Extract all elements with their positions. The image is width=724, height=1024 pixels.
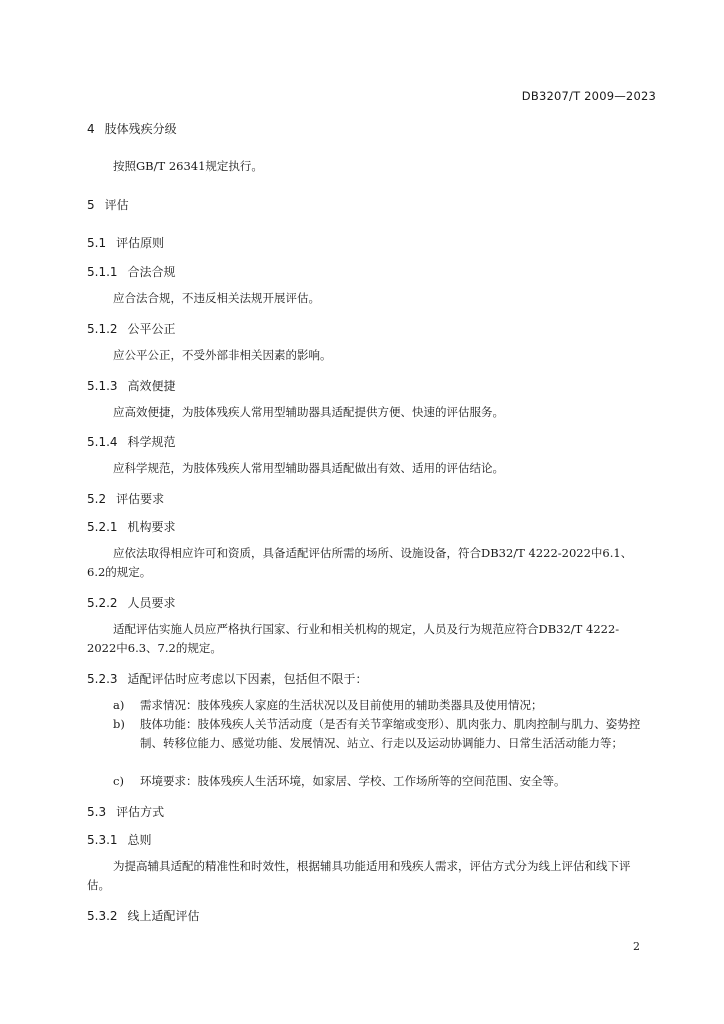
section-heading [87,320,176,337]
section-title: 公平公正 [127,322,176,336]
list-marker: a) [113,698,125,712]
section-title: 高效便捷 [127,379,176,393]
paragraph: 为提高辅具适配的精准性和时效性，根据辅具功能适用和残疾人需求，评估方式分为线上评估和线下评估。 [87,859,631,892]
section-title: 适配评估时应考虑以下因素，包括但不限于： [127,672,368,686]
section-number: 4 [87,122,95,136]
section-title: 评估原则 [116,236,165,250]
section-heading [87,907,200,924]
section-heading [87,433,176,450]
section-heading [87,377,176,394]
list-marker: b) [113,717,125,731]
paragraph: 应合法合规，不违反相关法规开展评估。 [113,291,320,305]
section-number: 5.1.2 [87,322,118,336]
section-heading [87,670,368,687]
section-title: 线上适配评估 [127,909,200,923]
paragraph: 应公平公正，不受外部非相关因素的影响。 [113,348,332,362]
section-heading [87,803,164,820]
section-heading [87,234,164,251]
paragraph: 应科学规范，为肢体残疾人常用型辅助器具适配做出有效、适用的评估结论。 [113,461,504,475]
paragraph: 应高效便捷，为肢体残疾人常用型辅助器具适配提供方便、快速的评估服务。 [113,405,504,419]
section-title: 评估要求 [116,492,165,506]
section-title: 评估方式 [116,805,165,819]
section-number: 5.2 [87,492,107,506]
section-number: 5.1.1 [87,265,118,279]
list-text: 环境要求：肢体残疾人生活环境，如家居、学校、工作场所等的空间范围、安全等。 [140,774,566,788]
section-heading [87,120,177,137]
section-number: 5.2.3 [87,672,118,686]
section-number: 5.2.1 [87,520,118,534]
section-heading [87,594,176,611]
section-title: 合法合规 [127,265,176,279]
list-item [113,715,653,753]
section-title: 总则 [127,833,152,847]
section-number: 5.2.2 [87,596,118,610]
section-title: 机构要求 [127,520,176,534]
section-title: 评估 [104,198,129,212]
section-number: 5.1.4 [87,435,118,449]
section-title: 人员要求 [127,596,176,610]
section-number: 5.3.2 [87,909,118,923]
section-heading [87,490,164,507]
section-heading [87,263,176,280]
document-code: DB3207/T 2009—2023 [521,89,656,103]
paragraph: 按照GB/T 26341规定执行。 [113,159,263,173]
section-heading [87,518,176,535]
list-item [113,696,653,715]
paragraph: 适配评估实施人员应严格执行国家、行业和相关机构的规定，人员及行为规范应符合DB32/T 4222-2022中6.3、7.2的规定。 [87,622,620,655]
section-number: 5.1.3 [87,379,118,393]
section-heading [87,196,129,213]
section-number: 5.1 [87,236,107,250]
section-number: 5.3 [87,805,107,819]
section-heading [87,831,152,848]
list-text: 肢体功能：肢体残疾人关节活动度（是否有关节挛缩或变形）、肌肉张力、肌肉控制与肌力、姿势控制、转移位能力、感觉功能、发展情况、站立、行走以及运动协调能力、日常生活活动能力等； [140,717,641,750]
section-number: 5 [87,198,95,212]
list-text: 需求情况：肢体残疾人家庭的生活状况以及目前使用的辅助类器具及使用情况； [140,698,543,712]
section-title: 科学规范 [127,435,176,449]
page-number: 2 [633,940,640,953]
section-title: 肢体残疾分级 [104,122,177,136]
list-marker: c) [113,774,124,788]
paragraph: 应依法取得相应许可和资质，具备适配评估所需的场所、设施设备，符合DB32/T 4222-2022中6.1、6.2的规定。 [87,546,633,579]
section-number: 5.3.1 [87,833,118,847]
list-item [113,772,653,791]
